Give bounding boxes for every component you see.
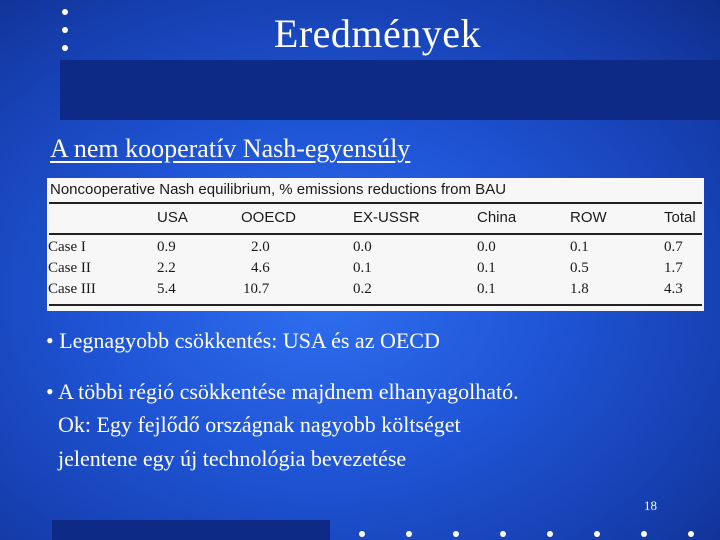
decor-dot xyxy=(594,531,600,537)
col-header-total: Total xyxy=(664,209,696,226)
table-cell: 0.1 xyxy=(353,260,372,276)
table-cell: 0.1 xyxy=(570,239,589,255)
slide-title: Eredmények xyxy=(273,11,482,56)
bottom-bar xyxy=(52,520,330,540)
table-cell: 2.2 xyxy=(157,260,176,276)
decor-dot xyxy=(406,531,412,537)
table-cell: 0.9 xyxy=(157,239,176,255)
table-cell: 10.7 xyxy=(243,281,270,297)
bullet-marker: • xyxy=(46,379,54,404)
table-cell: 0.1 xyxy=(477,260,496,276)
table-cell: 4.3 xyxy=(664,281,683,297)
table-cell: 1.7 xyxy=(664,260,683,276)
decor-dot xyxy=(547,531,553,537)
table-cell: 4.6 xyxy=(251,260,270,276)
table-caption: Noncooperative Nash equilibrium, % emissions reductions from BAU xyxy=(50,181,507,198)
title-bar xyxy=(60,60,720,120)
bullet-item xyxy=(46,325,440,356)
col-header-usa: USA xyxy=(157,209,188,226)
bullet-continuation-line: jelentene egy új technológia bevezetése xyxy=(58,446,407,471)
row-label-case-2: Case II xyxy=(48,260,91,276)
table-cell: 0.0 xyxy=(477,239,496,255)
bullet-item xyxy=(46,376,519,407)
table-rule-bottom xyxy=(49,304,702,306)
decor-dot xyxy=(688,531,694,537)
table-rule-top xyxy=(49,202,702,204)
col-header-china: China xyxy=(477,209,517,226)
table-cell: 0.0 xyxy=(353,239,372,255)
decor-dot xyxy=(641,531,647,537)
table-cell: 0.7 xyxy=(664,239,683,255)
slide-subtitle: A nem kooperatív Nash-egyensúly xyxy=(50,134,411,163)
table-cell: 0.2 xyxy=(353,281,372,297)
bullet-text: A többi régió csökkentése majdnem elhanyagolható. xyxy=(58,379,519,404)
col-header-ex-ussr: EX-USSR xyxy=(353,209,420,226)
table-cell: 5.4 xyxy=(157,281,176,297)
decor-dot xyxy=(359,531,365,537)
table-cell: 2.0 xyxy=(251,239,270,255)
bullet-marker: • xyxy=(46,328,54,353)
bullet-continuation-line: Ok: Egy fejlődő országnak nagyobb költséget xyxy=(58,412,461,437)
decor-dot xyxy=(453,531,459,537)
col-header-row: ROW xyxy=(570,209,607,226)
col-header-ooecd: OOECD xyxy=(241,209,297,226)
results-table xyxy=(47,178,704,311)
row-label-case-1: Case I xyxy=(48,239,86,255)
page-number: 18 xyxy=(644,498,657,513)
table-cell: 0.5 xyxy=(570,260,589,276)
table-cell: 1.8 xyxy=(570,281,589,297)
table-cell: 0.1 xyxy=(477,281,496,297)
decor-dot xyxy=(500,531,506,537)
table-rule-mid xyxy=(49,233,702,235)
row-label-case-3: Case III xyxy=(48,281,96,297)
bullet-text: Legnagyobb csökkentés: USA és az OECD xyxy=(59,328,440,353)
